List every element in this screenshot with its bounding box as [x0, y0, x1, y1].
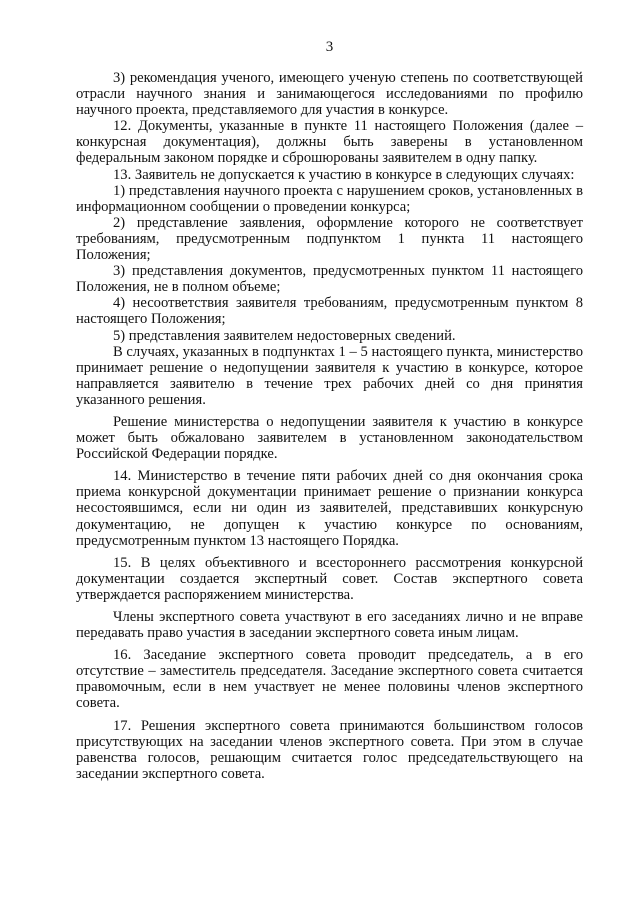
- paragraph-13-item-1: 1) представления научного проекта с нарушением сроков, установленных в информационном сообщении о проведении конкурса;: [76, 182, 583, 215]
- page-number: 3: [325, 39, 334, 55]
- paragraph-13: 13. Заявитель не допускается к участию в конкурсе в следующих случаях:: [113, 166, 575, 183]
- paragraph-13-item-5: 5) представления заявителем недостоверных сведений.: [113, 327, 456, 344]
- paragraph-13-appeal: Решение министерства о недопущении заявителя к участию в конкурсе может быть обжаловано заявителем в установленном законодательством Российской Федерации порядке.: [76, 413, 583, 463]
- document-body: [76, 70, 583, 782]
- paragraph-13-item-4: 4) несоответствия заявителя требованиям, предусмотренным пунктом 8 настоящего Положения;: [76, 295, 583, 328]
- paragraph-17: 17. Решения экспертного совета принимаются большинством голосов присутствующих на заседании членов экспертного совета. При этом в случае равенства голосов, решающим считается голос председательствующего на заседании экспертного совета.: [76, 717, 583, 782]
- paragraph-12: 12. Документы, указанные в пункте 11 настоящего Положения (далее – конкурсная документация), должны быть заверены в установленном федеральным законом порядке и сброшюрованы заявителем в одну папку.: [76, 118, 583, 167]
- paragraph-13-item-2: 2) представление заявления, оформление которого не соответствует требованиям, предусмотренным подпунктом 1 пункта 11 настоящего Положения;: [76, 214, 583, 264]
- paragraph-16: 16. Заседание экспертного совета проводит председатель, а в его отсутствие – заместитель председателя. Заседание экспертного совета считается правомочным, если в нем участвует не менее половины членов экспертного совета.: [76, 647, 583, 712]
- paragraph-item-3-recommendation: 3) рекомендация ученого, имеющего ученую степень по соответствующей отрасли научного знания и занимающегося исследованиями по профилю научного проекта, представляемого для участия в конкурсе.: [76, 70, 583, 119]
- paragraph-15-members: Члены экспертного совета участвуют в его заседаниях лично и не вправе передавать право участия в заседании экспертного совета иным лицам.: [76, 609, 583, 642]
- paragraph-15: 15. В целях объективного и всестороннего рассмотрения конкурсной документации создается экспертный совет. Состав экспертного совета утверждается распоряжением министерства.: [76, 554, 583, 603]
- paragraph-13-item-3: 3) представления документов, предусмотренных пунктом 11 настоящего Положения, не в полном объеме;: [76, 263, 583, 296]
- paragraph-13-cases: В случаях, указанных в подпунктах 1 – 5 настоящего пункта, министерство принимает решение о недопущении заявителя к участию в конкурсе, которое направляется заявителю в течение трех рабочих дней со дня принятия указанного решения.: [76, 343, 583, 408]
- paragraph-14: 14. Министерство в течение пяти рабочих дней со дня окончания срока приема конкурсной документации принимает решение о признании конкурса несостоявшимся, если ни один из заявителей, представивших конкурсную документацию, не допущен к участию конкурсе по основаниям, предусмотренным пунктом 13 настоящего Порядка.: [76, 468, 583, 549]
